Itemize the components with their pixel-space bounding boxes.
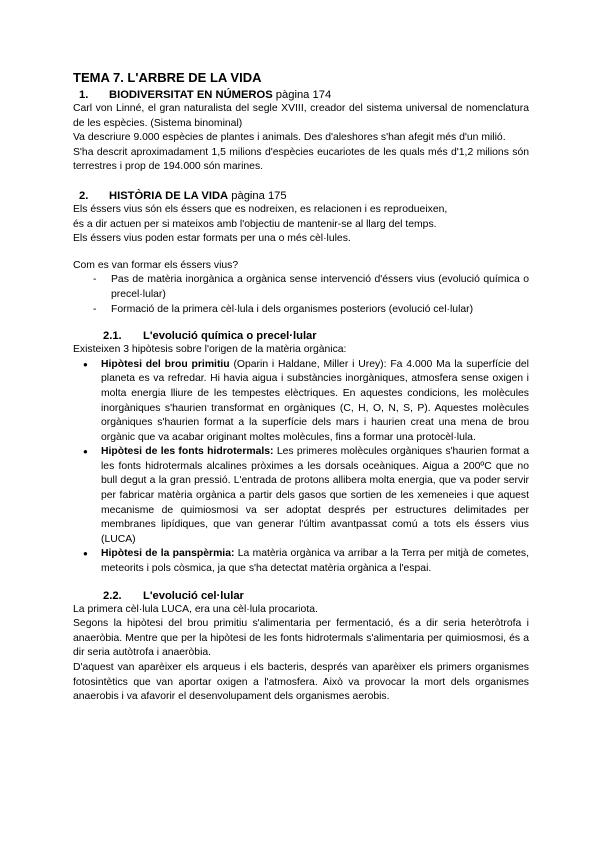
dash-list xyxy=(73,273,529,317)
paragraph: Els éssers vius poden estar formats per una o més cèl·lules. xyxy=(73,233,351,245)
paragraph: Carl von Linné, el gran naturalista del segle XVIII, creador del sistema universal de nomenclatura de les espècies. (Sistema binominal) xyxy=(73,103,529,129)
paragraph: Existeixen 3 hipòtesis sobre l'origen de la matèria orgànica: xyxy=(73,344,347,356)
hypothesis-text: (Oparin i Haldane, Miller i Urey): Fa 4.000 Ma la superfície del planeta es va refredar. Hi havia aigua i substàncies inorgàniques, atmosfera sense oxigen i molta energia lliure de les tempestes elèctriques. En aquestes condicions, les molècules inorgàniques s'haurien transformat en orgàniques (C, H, O, N, S, P). Aquestes molècules orgàniques s'haurien format a la superfície dels mars i haurien creat una mena de brou orgànic que va acabar originant moltes molècules, fins a formar una protocèl·lula. xyxy=(101,358,529,443)
section-number: 2. xyxy=(79,189,89,202)
hypothesis-text: La matèria orgànica va arribar a la Terra per mitjà de cometes, meteorits i pols còsmica, ja que s'ha detectat matèria orgànica a l'espai. xyxy=(101,548,529,575)
document-page xyxy=(73,70,529,705)
subsection-heading-evolucio-cellular xyxy=(103,589,529,603)
page-reference: pàgina 174 xyxy=(275,89,332,101)
section-title: HISTÒRIA DE LA VIDA xyxy=(109,189,229,202)
subsection-heading-evolucio-quimica xyxy=(103,329,529,343)
subsection-number: 2.1. xyxy=(103,330,122,343)
paragraph: La primera cèl·lula LUCA, era una cèl·lula procariota. xyxy=(73,603,318,615)
subsection-title: L'evolució cel·lular xyxy=(143,589,244,602)
paragraph: Els éssers vius són els éssers que es nodreixen, es relacionen i es reprodueixen, xyxy=(73,203,448,215)
page-reference: pàgina 175 xyxy=(231,189,287,202)
section-title: BIODIVERSITAT EN NÚMEROS xyxy=(109,89,273,101)
paragraph: és a dir actuen per si mateixos amb l'objectiu de mantenir-se al llarg del temps. xyxy=(73,218,437,230)
document-title: TEMA 7. L'ARBRE DE LA VIDA xyxy=(73,70,262,85)
hypothesis-title: Hipòtesi de la panspèrmia: xyxy=(101,548,235,560)
subsection-title: L'evolució química o precel·lular xyxy=(143,330,317,343)
paragraph: D'aquest van aparèixer els arqueus i els bacteris, després van aparèixer els primers organismes fotosintètics que van aportar oxigen a l'atmosfera. Això va provocar la mort dels organismes anaerobis i va afavorir el desenvolupament dels organismes aerobis. xyxy=(73,662,529,703)
hypothesis-title: Hipòtesi de les fonts hidrotermals: xyxy=(101,446,274,458)
list-item xyxy=(83,358,529,446)
section-heading-historia xyxy=(79,189,529,203)
hypothesis-text: Les primeres molècules orgàniques s'haurien format a les fonts hidrotermals alcalines pròximes a les dorsals oceàniques. Aigua a 200ºC que no bull degut a la gran pressió. L'entrada de protons allibera molta energia, que va poder servir per fabricar matèria orgànica a partir dels gasos que sortien de les xemeneies i que aquest mecanisme de quimiosmosi va ser adoptat després per estructures delimitades per membranes lipídiques, que van generar l'últim avantpassat comú a tots els éssers vius (LUCA) xyxy=(101,446,530,545)
list-item xyxy=(83,547,529,576)
subsection-number: 2.2. xyxy=(103,589,122,602)
list-item: - Formació de la primera cèl·lula i dels organismes posteriors (evolució cel·lular) xyxy=(93,303,529,318)
list-item xyxy=(83,445,529,547)
paragraph: S'ha descrit aproximadament 1,5 milions d'espècies eucariotes de les quals més d'1,2 milions són terrestres i prop de 194.000 són marines. xyxy=(73,146,529,173)
paragraph: Va descriure 9.000 espècies de plantes i animals. Des d'aleshores s'han afegit més d'un milió. xyxy=(73,132,506,144)
hypothesis-list xyxy=(73,358,529,577)
section-number: 1. xyxy=(79,89,89,101)
paragraph: Segons la hipòtesi del brou primitiu s'alimentaria per fermentació, és a dir seria heteròtrofa i anaeròbia. Mentre que per la hipòtesi de les fonts hidrotermals s'alimentaria per quimiosmosi, és a dir seria autòtrofa i anaeròbia. xyxy=(73,618,529,659)
list-item: - Pas de matèria inorgànica a orgànica sense intervenció d'éssers vius (evolució química o precel·lular) xyxy=(93,273,529,302)
section-heading-biodiversitat xyxy=(79,88,529,102)
hypothesis-title: Hipòtesi del brou primitiu xyxy=(101,358,230,370)
question: Com es van formar els éssers vius? xyxy=(73,259,239,271)
